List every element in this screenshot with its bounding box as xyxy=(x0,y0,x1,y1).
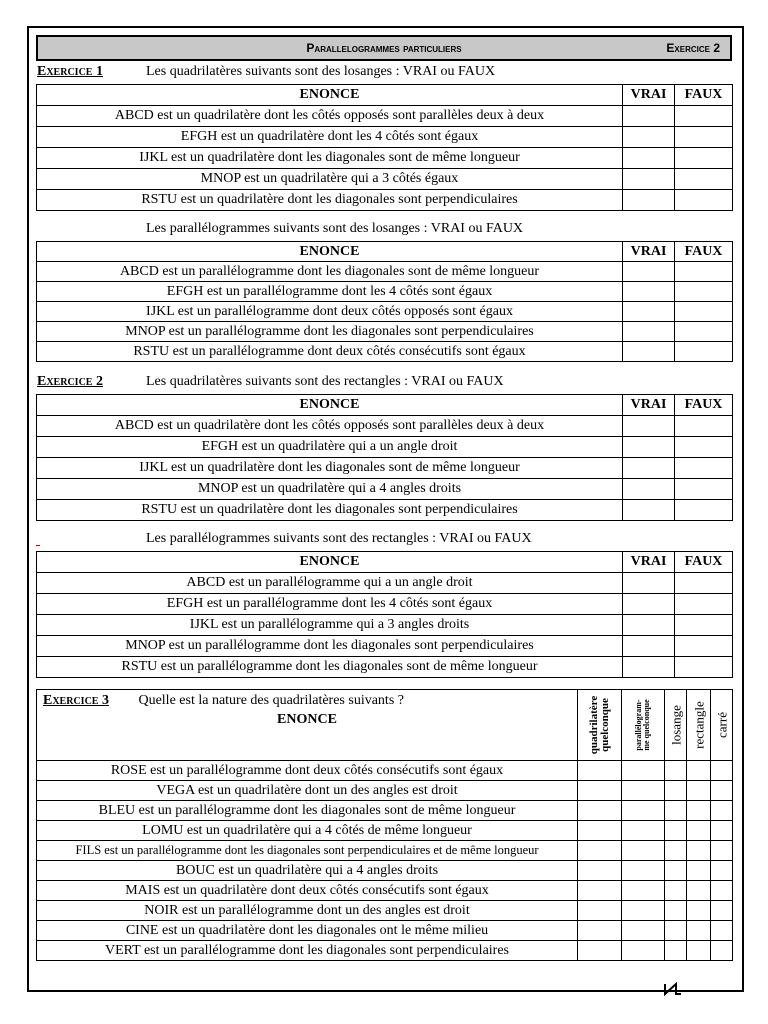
statement-cell: MNOP est un quadrilatère qui a 3 côtés égaux xyxy=(37,169,623,190)
table-row xyxy=(37,262,733,282)
answer-cell-quadrilatere[interactable] xyxy=(578,801,622,821)
statement-cell: EFGH est un quadrilatère dont les 4 côtés sont égaux xyxy=(37,127,623,148)
vrai-answer-cell[interactable] xyxy=(623,262,675,282)
faux-answer-cell[interactable] xyxy=(675,615,733,636)
faux-answer-cell[interactable] xyxy=(675,636,733,657)
answer-cell-rectangle[interactable] xyxy=(687,761,711,781)
faux-answer-cell[interactable] xyxy=(675,148,733,169)
answer-cell-losange[interactable] xyxy=(665,841,687,861)
answer-cell-parallelogramme[interactable] xyxy=(622,801,665,821)
vrai-answer-cell[interactable] xyxy=(623,615,675,636)
table-row xyxy=(37,190,733,211)
vrai-answer-cell[interactable] xyxy=(623,594,675,615)
faux-answer-cell[interactable] xyxy=(675,594,733,615)
faux-answer-cell[interactable] xyxy=(675,500,733,521)
faux-answer-cell[interactable] xyxy=(675,127,733,148)
col-parallelogramme-quelconque xyxy=(622,690,665,761)
answer-cell-losange[interactable] xyxy=(665,801,687,821)
answer-cell-parallelogramme[interactable] xyxy=(622,861,665,881)
faux-answer-cell[interactable] xyxy=(675,458,733,479)
ex1-part2-prompt: Les parallélogrammes suivants sont des losanges : VRAI ou FAUX xyxy=(146,221,524,236)
answer-cell-quadrilatere[interactable] xyxy=(578,821,622,841)
table-row xyxy=(37,148,733,169)
answer-cell-carre[interactable] xyxy=(711,861,733,881)
header-enonce: ENONCE xyxy=(37,85,623,106)
statement-cell: NOIR est un parallélogramme dont un des angles est droit xyxy=(37,901,578,921)
statement-cell: ABCD est un parallélogramme dont les diagonales sont de même longueur xyxy=(37,262,623,282)
ex3-table xyxy=(36,689,733,961)
table-row xyxy=(37,921,733,941)
table-row xyxy=(37,458,733,479)
vrai-answer-cell[interactable] xyxy=(623,169,675,190)
vrai-answer-cell[interactable] xyxy=(623,302,675,322)
vrai-answer-cell[interactable] xyxy=(623,106,675,127)
table-row xyxy=(37,127,733,148)
ex3-heading xyxy=(43,693,404,709)
statement-cell: RSTU est un parallélogramme dont les diagonales sont de même longueur xyxy=(37,657,623,678)
ex1-part2-table xyxy=(36,241,733,362)
answer-cell-rectangle[interactable] xyxy=(687,801,711,821)
faux-answer-cell[interactable] xyxy=(675,302,733,322)
answer-cell-carre[interactable] xyxy=(711,761,733,781)
table-header-row xyxy=(37,242,733,262)
statement-cell: ABCD est un parallélogramme qui a un angle droit xyxy=(37,573,623,594)
answer-cell-rectangle[interactable] xyxy=(687,781,711,801)
ex3-prompt: Quelle est la nature des quadrilatères suivants ? xyxy=(138,693,404,708)
table-row xyxy=(37,479,733,500)
answer-cell-rectangle[interactable] xyxy=(687,821,711,841)
table-row xyxy=(37,500,733,521)
statement-cell: IJKL est un parallélogramme dont deux côtés opposés sont égaux xyxy=(37,302,623,322)
vrai-answer-cell[interactable] xyxy=(623,342,675,362)
faux-answer-cell[interactable] xyxy=(675,106,733,127)
statement-cell: MNOP est un quadrilatère qui a 4 angles droits xyxy=(37,479,623,500)
vrai-answer-cell[interactable] xyxy=(623,657,675,678)
table-row xyxy=(37,106,733,127)
header-faux: FAUX xyxy=(675,242,733,262)
vrai-answer-cell[interactable] xyxy=(623,190,675,211)
ex1-heading xyxy=(37,64,496,80)
answer-cell-quadrilatere[interactable] xyxy=(578,761,622,781)
statement-cell: EFGH est un quadrilatère qui a un angle droit xyxy=(37,437,623,458)
vrai-answer-cell[interactable] xyxy=(623,416,675,437)
header-faux: FAUX xyxy=(675,395,733,416)
ex3-label: Exercice 3 xyxy=(43,693,109,708)
col2-line2: me quelconque xyxy=(642,699,651,751)
answer-cell-carre[interactable] xyxy=(711,841,733,861)
statement-cell: BLEU est un parallélogramme dont les diagonales sont de même longueur xyxy=(37,801,578,821)
table-row xyxy=(37,573,733,594)
answer-cell-losange[interactable] xyxy=(665,941,687,961)
answer-cell-losange[interactable] xyxy=(665,921,687,941)
statement-cell: VERT est un parallélogramme dont les diagonales sont perpendiculaires xyxy=(37,941,578,961)
table-row xyxy=(37,302,733,322)
ex2-part1-prompt: Les quadrilatères suivants sont des rectangles : VRAI ou FAUX xyxy=(146,374,504,389)
statement-cell: CINE est un quadrilatère dont les diagonales ont le même milieu xyxy=(37,921,578,941)
faux-answer-cell[interactable] xyxy=(675,190,733,211)
ex1-part1-prompt: Les quadrilatères suivants sont des losanges : VRAI ou FAUX xyxy=(146,64,496,79)
answer-cell-quadrilatere[interactable] xyxy=(578,861,622,881)
statement-cell: RSTU est un quadrilatère dont les diagonales sont perpendiculaires xyxy=(37,190,623,211)
table-row xyxy=(37,761,733,781)
table-row xyxy=(37,437,733,458)
ex1-label: Exercice 1 xyxy=(37,64,103,79)
answer-cell-losange[interactable] xyxy=(665,821,687,841)
ex3-header-row xyxy=(37,690,733,761)
table-row xyxy=(37,169,733,190)
table-header-row xyxy=(37,552,733,573)
answer-cell-losange[interactable] xyxy=(665,881,687,901)
table-row xyxy=(37,416,733,437)
statement-cell: MNOP est un parallélogramme dont les diagonales sont perpendiculaires xyxy=(37,322,623,342)
faux-answer-cell[interactable] xyxy=(675,282,733,302)
vrai-answer-cell[interactable] xyxy=(623,148,675,169)
answer-cell-losange[interactable] xyxy=(665,861,687,881)
table-row xyxy=(37,901,733,921)
vrai-answer-cell[interactable] xyxy=(623,500,675,521)
ex2-part1-table xyxy=(36,394,733,521)
answer-cell-carre[interactable] xyxy=(711,781,733,801)
header-faux: FAUX xyxy=(675,552,733,573)
table-row xyxy=(37,861,733,881)
statement-cell: MAIS est un quadrilatère dont deux côtés consécutifs sont égaux xyxy=(37,881,578,901)
answer-cell-losange[interactable] xyxy=(665,781,687,801)
statement-cell: RSTU est un quadrilatère dont les diagonales sont perpendiculaires xyxy=(37,500,623,521)
col-losange xyxy=(665,690,687,761)
col1-line1: quadrilatère xyxy=(587,695,600,755)
answer-cell-quadrilatere[interactable] xyxy=(578,941,622,961)
statement-cell: FILS est un parallélogramme dont les diagonales sont perpendiculaires et de même longueur xyxy=(37,841,578,861)
statement-cell: LOMU est un quadrilatère qui a 4 côtés de même longueur xyxy=(37,821,578,841)
col5-label: carré xyxy=(714,712,729,738)
table-row xyxy=(37,615,733,636)
header-enonce: ENONCE xyxy=(37,242,623,262)
faux-answer-cell[interactable] xyxy=(675,657,733,678)
header-bar xyxy=(36,35,732,61)
answer-cell-quadrilatere[interactable] xyxy=(578,841,622,861)
statement-cell: EFGH est un parallélogramme dont les 4 côtés sont égaux xyxy=(37,282,623,302)
statement-cell: ROSE est un parallélogramme dont deux côtés consécutifs sont égaux xyxy=(37,761,578,781)
statement-cell: IJKL est un quadrilatère dont les diagonales sont de même longueur xyxy=(37,148,623,169)
answer-cell-rectangle[interactable] xyxy=(687,881,711,901)
header-vrai: VRAI xyxy=(623,85,675,106)
header-vrai: VRAI xyxy=(623,395,675,416)
answer-cell-carre[interactable] xyxy=(711,801,733,821)
col-carre xyxy=(711,690,733,761)
answer-cell-parallelogramme[interactable] xyxy=(622,881,665,901)
col1-line2: quelconque xyxy=(598,698,611,752)
answer-cell-parallelogramme[interactable] xyxy=(622,761,665,781)
table-row xyxy=(37,781,733,801)
statement-cell: IJKL est un parallélogramme qui a 3 angles droits xyxy=(37,615,623,636)
vrai-answer-cell[interactable] xyxy=(623,479,675,500)
answer-cell-parallelogramme[interactable] xyxy=(622,841,665,861)
faux-answer-cell[interactable] xyxy=(675,437,733,458)
answer-cell-rectangle[interactable] xyxy=(687,861,711,881)
statement-cell: IJKL est un quadrilatère dont les diagonales sont de même longueur xyxy=(37,458,623,479)
table-row xyxy=(37,657,733,678)
statement-cell: RSTU est un parallélogramme dont deux côtés consécutifs sont égaux xyxy=(37,342,623,362)
ex2-heading xyxy=(37,374,504,390)
faux-answer-cell[interactable] xyxy=(675,342,733,362)
table-row xyxy=(37,841,733,861)
answer-cell-parallelogramme[interactable] xyxy=(622,821,665,841)
vrai-answer-cell[interactable] xyxy=(623,573,675,594)
worksheet-title: Parallelogrammes particuliers xyxy=(306,41,462,55)
answer-cell-quadrilatere[interactable] xyxy=(578,781,622,801)
vrai-answer-cell[interactable] xyxy=(623,437,675,458)
ex2-label: Exercice 2 xyxy=(37,374,103,389)
faux-answer-cell[interactable] xyxy=(675,322,733,342)
col2-line1: parallélogram- xyxy=(634,699,643,751)
answer-cell-rectangle[interactable] xyxy=(687,841,711,861)
col-rectangle xyxy=(687,690,711,761)
statement-cell: VEGA est un quadrilatère dont un des angles est droit xyxy=(37,781,578,801)
statement-cell: BOUC est un quadrilatère qui a 4 angles droits xyxy=(37,861,578,881)
answer-cell-quadrilatere[interactable] xyxy=(578,921,622,941)
table-header-row xyxy=(37,395,733,416)
table-row xyxy=(37,636,733,657)
table-header-row xyxy=(37,85,733,106)
answer-cell-losange[interactable] xyxy=(665,901,687,921)
statement-cell: ABCD est un quadrilatère dont les côtés opposés sont parallèles deux à deux xyxy=(37,416,623,437)
header-enonce: ENONCE xyxy=(37,552,623,573)
faux-answer-cell[interactable] xyxy=(675,169,733,190)
vrai-answer-cell[interactable] xyxy=(623,282,675,302)
col3-label: losange xyxy=(668,705,683,745)
faux-answer-cell[interactable] xyxy=(675,262,733,282)
statement-cell: EFGH est un parallélogramme dont les 4 côtés sont égaux xyxy=(37,594,623,615)
answer-cell-carre[interactable] xyxy=(711,901,733,921)
answer-cell-rectangle[interactable] xyxy=(687,941,711,961)
stray-mark xyxy=(36,545,40,546)
ex3-statement-header: ENONCE xyxy=(277,712,337,727)
header-vrai: VRAI xyxy=(623,552,675,573)
faux-answer-cell[interactable] xyxy=(675,573,733,594)
answer-cell-carre[interactable] xyxy=(711,921,733,941)
faux-answer-cell[interactable] xyxy=(675,479,733,500)
header-faux: FAUX xyxy=(675,85,733,106)
answer-cell-quadrilatere[interactable] xyxy=(578,901,622,921)
ex1-part1-table xyxy=(36,84,733,211)
answer-cell-parallelogramme[interactable] xyxy=(622,941,665,961)
table-row xyxy=(37,821,733,841)
ex3-header-cell xyxy=(37,690,578,761)
faux-answer-cell[interactable] xyxy=(675,416,733,437)
table-row xyxy=(37,881,733,901)
answer-cell-rectangle[interactable] xyxy=(687,901,711,921)
corner-fold-mark xyxy=(664,982,682,996)
answer-cell-carre[interactable] xyxy=(711,881,733,901)
table-row xyxy=(37,282,733,302)
header-vrai: VRAI xyxy=(623,242,675,262)
table-row xyxy=(37,801,733,821)
vrai-answer-cell[interactable] xyxy=(623,636,675,657)
ex2-part2-table xyxy=(36,551,733,678)
table-row xyxy=(37,941,733,961)
statement-cell: MNOP est un parallélogramme dont les diagonales sont perpendiculaires xyxy=(37,636,623,657)
answer-cell-carre[interactable] xyxy=(711,941,733,961)
table-row xyxy=(37,322,733,342)
answer-cell-quadrilatere[interactable] xyxy=(578,881,622,901)
table-row xyxy=(37,342,733,362)
answer-cell-losange[interactable] xyxy=(665,761,687,781)
vrai-answer-cell[interactable] xyxy=(623,322,675,342)
answer-cell-rectangle[interactable] xyxy=(687,921,711,941)
col-quadrilatere-quelconque xyxy=(578,690,622,761)
vrai-answer-cell[interactable] xyxy=(623,458,675,479)
ex2-part2-prompt: Les parallélogrammes suivants sont des rectangles : VRAI ou FAUX xyxy=(146,531,532,546)
answer-cell-parallelogramme[interactable] xyxy=(622,921,665,941)
table-row xyxy=(37,594,733,615)
answer-cell-carre[interactable] xyxy=(711,821,733,841)
worksheet-number: Exercice 2 xyxy=(666,41,720,55)
answer-cell-parallelogramme[interactable] xyxy=(622,781,665,801)
answer-cell-parallelogramme[interactable] xyxy=(622,901,665,921)
header-enonce: ENONCE xyxy=(37,395,623,416)
statement-cell: ABCD est un quadrilatère dont les côtés opposés sont parallèles deux à deux xyxy=(37,106,623,127)
vrai-answer-cell[interactable] xyxy=(623,127,675,148)
col4-label: rectangle xyxy=(691,701,706,749)
